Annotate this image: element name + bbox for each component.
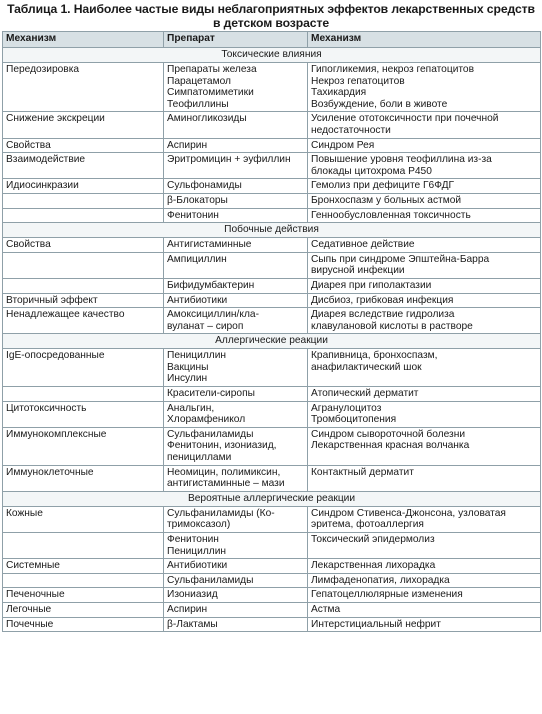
section-row [3, 334, 541, 349]
cell-drug: Бифидумбактерин [164, 278, 308, 293]
cell-mechanism: Вторичный эффект [3, 293, 164, 308]
cell-drug: Антигистаминные [164, 238, 308, 253]
cell-drug: Пенициллин Вакцины Инсулин [164, 349, 308, 387]
cell-drug: β-Блокаторы [164, 193, 308, 208]
cell-effect: Сыпь при синдроме Эпштейна-Барра вирусной инфекции [308, 252, 541, 278]
cell-drug: Эритромицин + эуфиллин [164, 153, 308, 179]
cell-effect: Дисбиоз, грибковая инфекция [308, 293, 541, 308]
cell-mechanism: Печеночные [3, 588, 164, 603]
section-title: Аллергические реакции [3, 334, 541, 349]
cell-effect: Контактный дерматит [308, 465, 541, 491]
table-row [3, 278, 541, 293]
cell-effect: Лекарственная лихорадка [308, 559, 541, 574]
cell-effect: Повышение уровня теофиллина из-за блокады цитохрома P450 [308, 153, 541, 179]
section-title: Токсические влияния [3, 48, 541, 63]
cell-effect: Синдром Стивенса-Джонсона, узловатая эритема, фотоаллергия [308, 506, 541, 532]
table-row [3, 153, 541, 179]
cell-effect: Гипогликемия, некроз гепатоцитов Некроз гепатоцитов Тахикардия Возбуждение, боли в животе [308, 63, 541, 112]
cell-mechanism: Кожные [3, 506, 164, 532]
section-title: Побочные действия [3, 223, 541, 238]
cell-mechanism [3, 193, 164, 208]
cell-mechanism: Взаимодействие [3, 153, 164, 179]
cell-mechanism [3, 252, 164, 278]
table-row [3, 387, 541, 402]
cell-mechanism [3, 573, 164, 588]
cell-effect: Токсический эпидермолиз [308, 533, 541, 559]
cell-effect: Агранулоцитоз Тромбоцитопения [308, 401, 541, 427]
cell-effect: Гепатоцеллюлярные изменения [308, 588, 541, 603]
cell-effect: Интерстициальный нефрит [308, 617, 541, 632]
header-drug: Препарат [164, 32, 308, 48]
cell-drug: Аспирин [164, 138, 308, 153]
cell-mechanism [3, 208, 164, 223]
cell-drug: Препараты железа Парацетамол Симпатомиметики Теофиллины [164, 63, 308, 112]
cell-mechanism: Почечные [3, 617, 164, 632]
cell-effect: Синдром сывороточной болезни Лекарственная красная волчанка [308, 427, 541, 465]
cell-drug: Фенитонин Пенициллин [164, 533, 308, 559]
cell-drug: Изониазид [164, 588, 308, 603]
cell-mechanism: Иммунокомплексные [3, 427, 164, 465]
cell-drug: Амоксициллин/кла- вуланат – сироп [164, 308, 308, 334]
cell-mechanism: Цитотоксичность [3, 401, 164, 427]
cell-effect: Лимфаденопатия, лихорадка [308, 573, 541, 588]
cell-mechanism [3, 533, 164, 559]
table-row [3, 63, 541, 112]
cell-effect: Гемолиз при дефиците Г6ФДГ [308, 179, 541, 194]
cell-effect: Геннообусловленная токсичность [308, 208, 541, 223]
table-row [3, 112, 541, 138]
table-row [3, 465, 541, 491]
cell-drug: Аспирин [164, 602, 308, 617]
cell-effect: Астма [308, 602, 541, 617]
cell-drug: Ампициллин [164, 252, 308, 278]
adverse-effects-table [2, 31, 541, 632]
table-row [3, 349, 541, 387]
cell-drug: Анальгин, Хлорамфеникол [164, 401, 308, 427]
table-body [3, 48, 541, 632]
cell-drug: Красители-сиропы [164, 387, 308, 402]
cell-mechanism: Передозировка [3, 63, 164, 112]
cell-drug: Сульфаниламиды Фенитонин, изониазид, пенициллами [164, 427, 308, 465]
table-row [3, 252, 541, 278]
cell-mechanism: Легочные [3, 602, 164, 617]
table-row [3, 179, 541, 194]
cell-mechanism: Снижение экскреции [3, 112, 164, 138]
section-row [3, 48, 541, 63]
cell-mechanism: Свойства [3, 138, 164, 153]
table-row [3, 238, 541, 253]
cell-drug: Антибиотики [164, 293, 308, 308]
cell-drug: β-Лактамы [164, 617, 308, 632]
cell-effect: Диарея при гиполактазии [308, 278, 541, 293]
table-row [3, 602, 541, 617]
cell-drug: Аминогликозиды [164, 112, 308, 138]
cell-drug: Сульфаниламиды (Ко- тримоксазол) [164, 506, 308, 532]
section-row [3, 223, 541, 238]
cell-mechanism: IgE-опосредованные [3, 349, 164, 387]
table-row [3, 533, 541, 559]
cell-mechanism [3, 278, 164, 293]
header-mechanism: Механизм [3, 32, 164, 48]
table-row [3, 506, 541, 532]
cell-mechanism: Системные [3, 559, 164, 574]
cell-drug: Сульфонамиды [164, 179, 308, 194]
table-row [3, 559, 541, 574]
table-row [3, 588, 541, 603]
cell-mechanism: Свойства [3, 238, 164, 253]
table-row [3, 293, 541, 308]
cell-drug: Антибиотики [164, 559, 308, 574]
cell-mechanism: Иммуноклеточные [3, 465, 164, 491]
table-row [3, 208, 541, 223]
cell-drug: Неомицин, полимиксин, антигистаминные – мази [164, 465, 308, 491]
cell-effect: Седативное действие [308, 238, 541, 253]
table-row [3, 617, 541, 632]
cell-effect: Бронхоспазм у больных астмой [308, 193, 541, 208]
cell-drug: Фенитонин [164, 208, 308, 223]
table-row [3, 193, 541, 208]
cell-effect: Атопический дерматит [308, 387, 541, 402]
section-title: Вероятные аллергические реакции [3, 491, 541, 506]
table-row [3, 138, 541, 153]
cell-effect: Усиление ототоксичности при почечной недостаточности [308, 112, 541, 138]
cell-effect: Синдром Рея [308, 138, 541, 153]
cell-mechanism: Идиосинкразии [3, 179, 164, 194]
cell-effect: Крапивница, бронхоспазм, анафилактический шок [308, 349, 541, 387]
table-row [3, 427, 541, 465]
cell-mechanism: Ненадлежащее качество [3, 308, 164, 334]
table-row [3, 401, 541, 427]
table-row [3, 308, 541, 334]
header-effect: Механизм [308, 32, 541, 48]
header-row [3, 32, 541, 48]
table-row [3, 573, 541, 588]
cell-drug: Сульфаниламиды [164, 573, 308, 588]
table-caption: Таблица 1. Наиболее частые виды неблагоприятных эффектов лекарственных средств в детском возрасте [7, 2, 535, 30]
cell-effect: Диарея вследствие гидролиза клавулановой кислоты в растворе [308, 308, 541, 334]
cell-mechanism [3, 387, 164, 402]
section-row [3, 491, 541, 506]
